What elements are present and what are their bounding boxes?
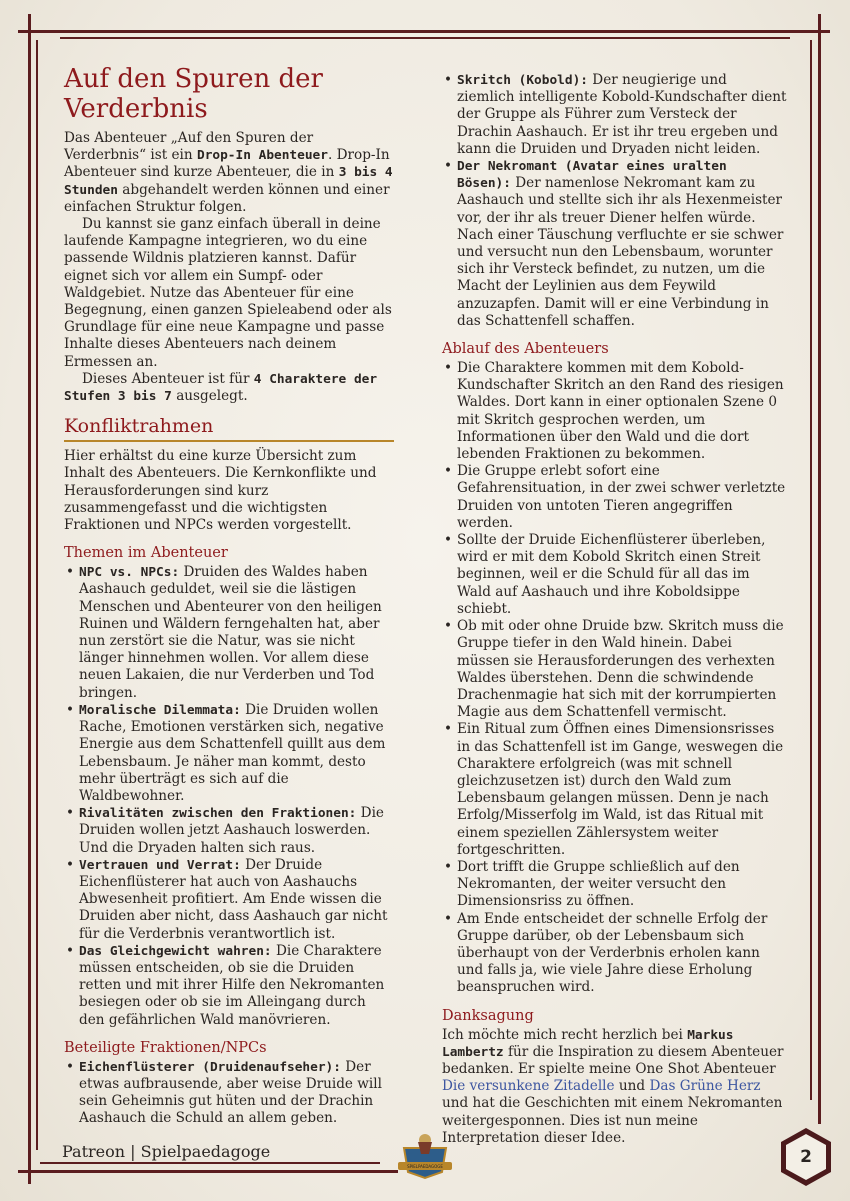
- frame-line-bottom-inner: [40, 1162, 380, 1164]
- list-item: [64, 1059, 394, 1128]
- item-label: Vertrauen und Verrat:: [79, 857, 241, 873]
- text-run: Das Abenteuer „Auf den Spuren der Verderbnis“ ist ein: [64, 130, 314, 164]
- adventure-link[interactable]: Das Grüne Herz: [649, 1078, 761, 1095]
- item-text: Die Druiden wollen Rache, Emotionen verstärken sich, negative Energie aus dem Schattenfell quillt aus dem Lebensbaum. Je näher man kommt, desto mehr überträgt es sich auf die Waldbewohner.: [79, 701, 386, 804]
- item-text: Die Gruppe erlebt sofort eine Gefahrensituation, in der zwei schwer verletzte Druiden von untoten Tieren angegriffen werden.: [457, 463, 786, 531]
- item-text: Der Druide Eichenflüsterer hat auch von Aashauchs Abwesenheit profitiert. Am Ende wissen die Druiden aber nicht, dass Aashauch gar nicht für die Verderbnis verantwortlich ist.: [79, 856, 388, 942]
- bold-term: Drop-In Abenteuer: [196, 148, 328, 164]
- frame-line-left-inner: [36, 40, 38, 1150]
- bullet-icon: •: [444, 532, 453, 549]
- list-item: [442, 859, 787, 911]
- list-item: [442, 618, 787, 721]
- frame-line-top-inner: [60, 37, 790, 39]
- item-label: Rivalitäten zwischen den Fraktionen:: [79, 806, 357, 822]
- list-item: [64, 564, 394, 702]
- page-number: 2: [800, 1147, 812, 1167]
- dank-heading: Danksagung: [442, 1007, 534, 1024]
- item-label: Moralische Dilemmata:: [79, 702, 241, 718]
- right-column: [442, 72, 787, 1147]
- bullet-icon: •: [444, 463, 453, 480]
- item-text: Dort trifft die Gruppe schließlich auf den Nekromanten, der weiter versucht den Dimensionsriss zu öffnen.: [457, 858, 740, 910]
- bullet-icon: •: [444, 158, 453, 175]
- item-label: Der Nekromant (Avatar eines uralten Bösen):: [457, 159, 727, 192]
- frame-line-right: [818, 14, 821, 1124]
- item-label: Das Gleichgewicht wahren:: [79, 943, 272, 959]
- frame-line-right-inner: [810, 40, 812, 1100]
- text-run: und hat die Geschichten mit einem Nekromanten weitergesponnen. Dies ist nun meine Interpretation dieser Idee.: [442, 1095, 783, 1146]
- list-item: [64, 702, 394, 805]
- bold-term: 3 bis 4 Stunden: [64, 165, 393, 198]
- item-text: Der neugierige und ziemlich intelligente Kobold-Kundschafter dient der Gruppe als Führer zum Versteck der Drachin Aashauch. Er ist ihr treu ergeben und kann die Druiden und Dryaden nicht leiden.: [457, 72, 787, 157]
- text-run: abgehandelt werden können und einer einfachen Struktur folgen.: [64, 181, 390, 215]
- konflikt-heading: Konfliktrahmen: [64, 415, 394, 442]
- text-run: ausgelegt.: [171, 388, 248, 405]
- item-text: Die Druiden wollen jetzt Aashauch loswerden. Und die Dryaden halten sich raus.: [79, 805, 384, 856]
- bullet-icon: •: [444, 618, 453, 635]
- intro-paragraph: [64, 130, 394, 216]
- fraktionen-heading: Beteiligte Fraktionen/NPCs: [64, 1039, 267, 1056]
- list-item: [442, 911, 787, 997]
- ablauf-list: [442, 360, 787, 997]
- svg-text:SPIELPAEDAGOGE: SPIELPAEDAGOGE: [407, 1164, 443, 1169]
- fraktionen-list-left: [64, 1059, 394, 1128]
- bold-term: Markus Lambertz: [442, 1027, 734, 1060]
- text-run: Dieses Abenteuer ist für: [82, 370, 254, 387]
- bullet-icon: •: [66, 701, 75, 718]
- bullet-icon: •: [444, 858, 453, 875]
- bullet-icon: •: [66, 564, 75, 581]
- intro-paragraph-2: Du kannst sie ganz einfach überall in deine laufende Kampagne integrieren, wo du eine passende Wildnis platzieren kannst. Dafür eignet sich vor allem ein Sumpf- oder Waldgebiet. Nutze das Abenteuer für eine Begegnung, einen ganzen Spieleabend oder als Grundlage für eine neue Kampagne und passe Inhalte dieses Abenteuers nach deinem Ermessen an.: [64, 216, 392, 370]
- list-item: [64, 943, 394, 1029]
- item-text: Druiden des Waldes haben Aashauch geduldet, weil sie die lästigen Menschen und Abenteurer von den heiligen Ruinen und Wäldern ferngehalten hat, aber nun zerstört sie die Natur, was sie nicht länger hinnehmen wollen. Vor allem diese neuen Lakaien, die nur Verderben und Tod bringen.: [79, 564, 382, 701]
- list-item: [64, 805, 394, 857]
- item-label: Skritch (Kobold):: [457, 73, 588, 88]
- bold-term: 4 Charaktere der Stufen 3 bis 7: [64, 371, 378, 405]
- spielpaedagoge-logo-icon: [396, 1128, 454, 1180]
- left-column: [64, 64, 394, 1128]
- item-text: Sollte der Druide Eichenflüsterer überleben, wird er mit dem Kobold Skritch einen Streit beginnen, weil er die Schuld für all das im Wald auf Aashauch und ihre Koboldsippe schiebt.: [457, 532, 766, 617]
- konflikt-text: Hier erhältst du eine kurze Übersicht zum Inhalt des Abenteuers. Die Kernkonflikte und Herausforderungen sind kurz zusammengefasst und die wichtigsten Fraktionen und NPCs werden vorgestellt.: [64, 448, 377, 534]
- text-run: Ich möchte mich recht herzlich bei: [442, 1026, 688, 1043]
- bullet-icon: •: [444, 360, 453, 377]
- page-title: Auf den Spuren der Verderbnis: [64, 64, 323, 124]
- footer-credit: Patreon | Spielpaedagoge: [62, 1142, 271, 1161]
- intro-paragraph-3: [64, 371, 394, 405]
- text-run: . Drop-In Abenteuer sind kurze Abenteuer, die in: [64, 147, 390, 181]
- item-label: NPC vs. NPCs:: [79, 565, 180, 581]
- bullet-icon: •: [66, 942, 75, 959]
- bullet-icon: •: [444, 910, 453, 927]
- frame-line-left: [28, 14, 31, 1184]
- themen-heading: Themen im Abenteuer: [64, 545, 228, 562]
- list-item: [442, 463, 787, 532]
- bullet-icon: •: [66, 1058, 75, 1075]
- item-text: Ein Ritual zum Öffnen eines Dimensionsrisses in das Schattenfell ist im Gange, weswegen die Charaktere erfolgreich (was mit schnell gleichzusetzen ist) durch den Wald zum Lebensbaum gelangen müssen. Denn je nach Erfolg/Misserfolg im Wald, ist das Ritual mit einem speziellen Zählersystem weiter fortgeschritten.: [457, 721, 784, 858]
- bullet-icon: •: [444, 721, 453, 738]
- bullet-icon: •: [66, 805, 75, 822]
- bullet-icon: •: [66, 856, 75, 873]
- list-item: [442, 532, 787, 618]
- item-text: Der namenlose Nekromant kam zu Aashauch und stellte sich ihr als Hexenmeister vor, der ihr als treuer Diener helfen würde. Nach einer Täuschung verfluchte er sie schwer und versucht nun den Lebensbaum, worunter sich ihr Versteck befindet, zu nutzen, um die Macht der Leylinien aus dem Feywild anzuzapfen. Damit will er eine Verbindung in das Schattenfell schaffen.: [457, 175, 784, 329]
- item-text: Der etwas aufbrausende, aber weise Druide will sein Geheimnis gut hüten und der Drachin Aashauch die Schuld an allem geben.: [79, 1058, 382, 1127]
- item-text: Am Ende entscheidet der schnelle Erfolg der Gruppe darüber, ob der Lebensbaum sich überhaupt von der Verderbnis erholen kann und falls ja, wie viele Jahre diese Erholung beanspruchen wird.: [457, 910, 768, 996]
- list-item: [64, 857, 394, 943]
- ablauf-heading: Ablauf des Abenteuers: [442, 341, 609, 358]
- item-text: Die Charaktere müssen entscheiden, ob sie die Druiden retten und mit ihrer Hilfe den Nekromanten besiegen oder ob sie im Alleingang durch den gefährlichen Wald manövrieren.: [79, 942, 385, 1028]
- list-item: [442, 360, 787, 463]
- item-text: Die Charaktere kommen mit dem Kobold-Kundschafter Skritch an den Rand des riesigen Waldes. Dort kann in einer optionalen Szene 0 mit Skritch gesprochen werden, um Informationen über den Wald und die dort lebenden Fraktionen zu bekommen.: [457, 360, 784, 463]
- list-item: [442, 158, 787, 330]
- fraktionen-list-right: [442, 72, 787, 330]
- bullet-icon: •: [444, 72, 453, 88]
- dank-text: [442, 1027, 787, 1147]
- frame-line-bottom: [18, 1170, 398, 1173]
- list-item: [442, 72, 787, 158]
- text-run: und: [614, 1078, 650, 1095]
- themen-list: [64, 564, 394, 1028]
- item-text: Ob mit oder ohne Druide bzw. Skritch muss die Gruppe tiefer in den Wald hinein. Dabei müssen sie Herausforderungen des verhexten Waldes überstehen. Denn die schwindende Drachenmagie hat sich mit der korrumpierten Magie aus dem Schattenfell vermischt.: [457, 618, 784, 721]
- frame-line-top: [18, 30, 830, 33]
- text-run: für die Inspiration zu diesem Abenteuer bedanken. Er spielte meine One Shot Abenteuer: [442, 1043, 784, 1077]
- list-item: [442, 721, 787, 859]
- adventure-link[interactable]: Die versunkene Zitadelle: [442, 1078, 615, 1095]
- item-label: Eichenflüsterer (Druidenaufseher):: [79, 1059, 341, 1075]
